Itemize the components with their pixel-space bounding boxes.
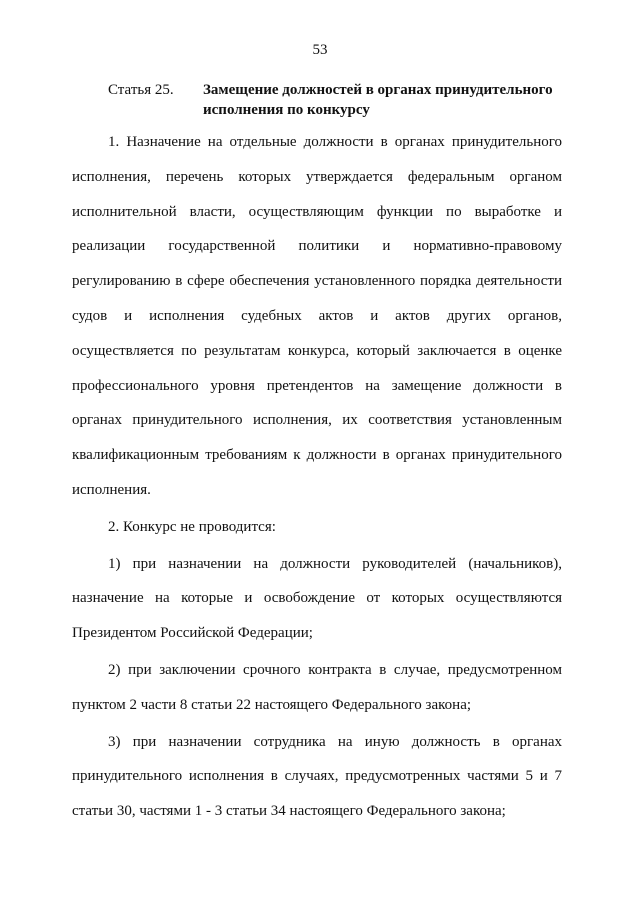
paragraph-2: 2. Конкурс не проводится: [108,518,276,535]
paragraph-3: 1) при назначении на должности руководителей (начальников), назначение на которые и освобождение от которых осуществляются Президентом Российской Федерации; [72,555,562,642]
article-heading [108,80,578,120]
article-body [72,125,562,831]
paragraph-1: 1. Назначение на отдельные должности в органах принудительного исполнения, перечень которых утверждается федеральным органом исполнительной власти, осуществляющим функции по выработке и реализации государственной политики и нормативно-правовому регулированию в сфере обеспечения установленного порядка деятельности судов и исполнения судебных актов и актов других органов, осуществляется по результатам конкурса, который заключается в оценке профессионального уровня претендентов на замещение должности в органах принудительного исполнения, их соответствия установленным квалификационным требованиям к должности в органах принудительного исполнения. [72,134,562,498]
paragraph-4: 2) при заключении срочного контракта в случае, предусмотренном пунктом 2 части 8 статьи 22 настоящего Федерального закона; [72,661,562,713]
page-number: 53 [312,42,328,58]
article-title: Замещение должностей в органах принудительного исполнения по конкурсу [203,82,553,118]
paragraph-5: 3) при назначении сотрудника на иную должность в органах принудительного исполнения в случаях, предусмотренных частями 5 и 7 статьи 30, частями 1 - 3 статьи 34 настоящего Федерального закона; [72,733,562,820]
article-label: Статья 25. [108,82,174,98]
